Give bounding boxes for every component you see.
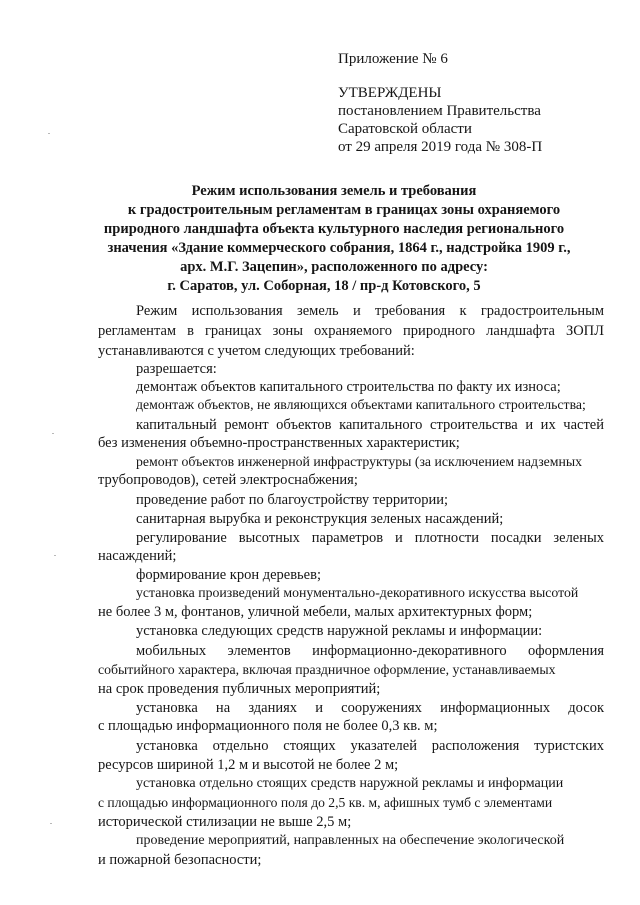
title-line-2: к градостроительным регламентам в границах зоны охраняемого — [127, 202, 561, 218]
body-line-6: демонтаж объектов, не являющихся объектами капитального строительства; — [136, 397, 586, 412]
scan-speck — [48, 133, 50, 134]
body-line-14: насаждений; — [98, 548, 177, 564]
title-line-3: природного ландшафта объекта культурного наследия регионального — [103, 221, 565, 237]
body-line-8: без изменения объемно-пространственных характеристик; — [98, 435, 460, 451]
scan-speck — [50, 823, 52, 824]
body-line-13: регулирование высотных параметров и плотности посадки зеленых — [136, 530, 604, 546]
title-line-4: значения «Здание коммерческого собрания, 1864 г., надстройка 1909 г., — [107, 240, 571, 256]
body-line-11: проведение работ по благоустройству территории; — [136, 492, 449, 508]
body-line-28: исторической стилизации не выше 2,5 м; — [98, 814, 352, 830]
scan-speck — [52, 433, 54, 434]
body-line-20: событийного характера, включая праздничное оформление, устанавливаемых — [98, 662, 556, 677]
body-line-21: на срок проведения публичных мероприятий; — [98, 681, 381, 697]
body-line-25: ресурсов шириной 1,2 м и высотой не более 2 м; — [98, 757, 399, 773]
appendix-label: Приложение № 6 — [338, 51, 448, 67]
title-line-6: г. Саратов, ул. Соборная, 18 / пр-д Котовского, 5 — [167, 278, 481, 294]
body-line-15: формирование крон деревьев; — [136, 567, 321, 583]
body-line-17: не более 3 м, фонтанов, уличной мебели, малых архитектурных форм; — [98, 604, 533, 620]
body-line-4: разрешается: — [136, 361, 217, 377]
title-line-5: арх. М.Г. Зацепин», расположенного по адресу: — [180, 259, 488, 275]
body-line-18: установка следующих средств наружной рекламы и информации: — [136, 623, 543, 639]
approval-line-2: Саратовской области — [338, 121, 472, 137]
body-line-23: с площадью информационного поля не более 0,3 кв. м; — [98, 718, 438, 734]
body-line-29: проведение мероприятий, направленных на обеспечение экологической — [136, 833, 565, 848]
scan-speck — [54, 555, 56, 556]
body-line-12: санитарная вырубка и реконструкция зеленых насаждений; — [136, 511, 504, 527]
title-line-1: Режим использования земель и требования — [191, 183, 477, 199]
body-line-2: регламентам в границах зоны охраняемого природного ландшафта ЗОПЛ — [98, 323, 604, 339]
body-line-19: мобильных элементов информационно-декоративного оформления — [136, 643, 604, 659]
body-line-9: ремонт объектов инженерной инфраструктуры (за исключением надземных — [136, 454, 583, 469]
approval-line-3: от 29 апреля 2019 года № 308-П — [338, 139, 543, 155]
body-line-26: установка отдельно стоящих средств наружной рекламы и информации — [136, 776, 564, 791]
body-line-16: установка произведений монументально-декоративного искусства высотой — [136, 585, 579, 600]
body-line-24: установка отдельно стоящих указателей расположения туристских — [136, 738, 604, 754]
body-line-10: трубопроводов), сетей электроснабжения; — [98, 472, 358, 488]
body-line-22: установка на зданиях и сооружениях информационных досок — [136, 700, 604, 716]
body-line-27: с площадью информационного поля до 2,5 кв. м, афишных тумб с элементами — [98, 795, 553, 810]
body-line-30: и пожарной безопасности; — [98, 852, 262, 868]
body-line-5: демонтаж объектов капитального строительства по факту их износа; — [136, 379, 561, 395]
body-line-3: устанавливаются с учетом следующих требований: — [98, 343, 415, 359]
approval-line-1: постановлением Правительства — [338, 103, 541, 119]
body-line-7: капитальный ремонт объектов капитального строительства и их частей — [136, 417, 604, 433]
approved-label: УТВЕРЖДЕНЫ — [338, 85, 442, 101]
body-line-1: Режим использования земель и требования к градостроительным — [136, 303, 604, 319]
